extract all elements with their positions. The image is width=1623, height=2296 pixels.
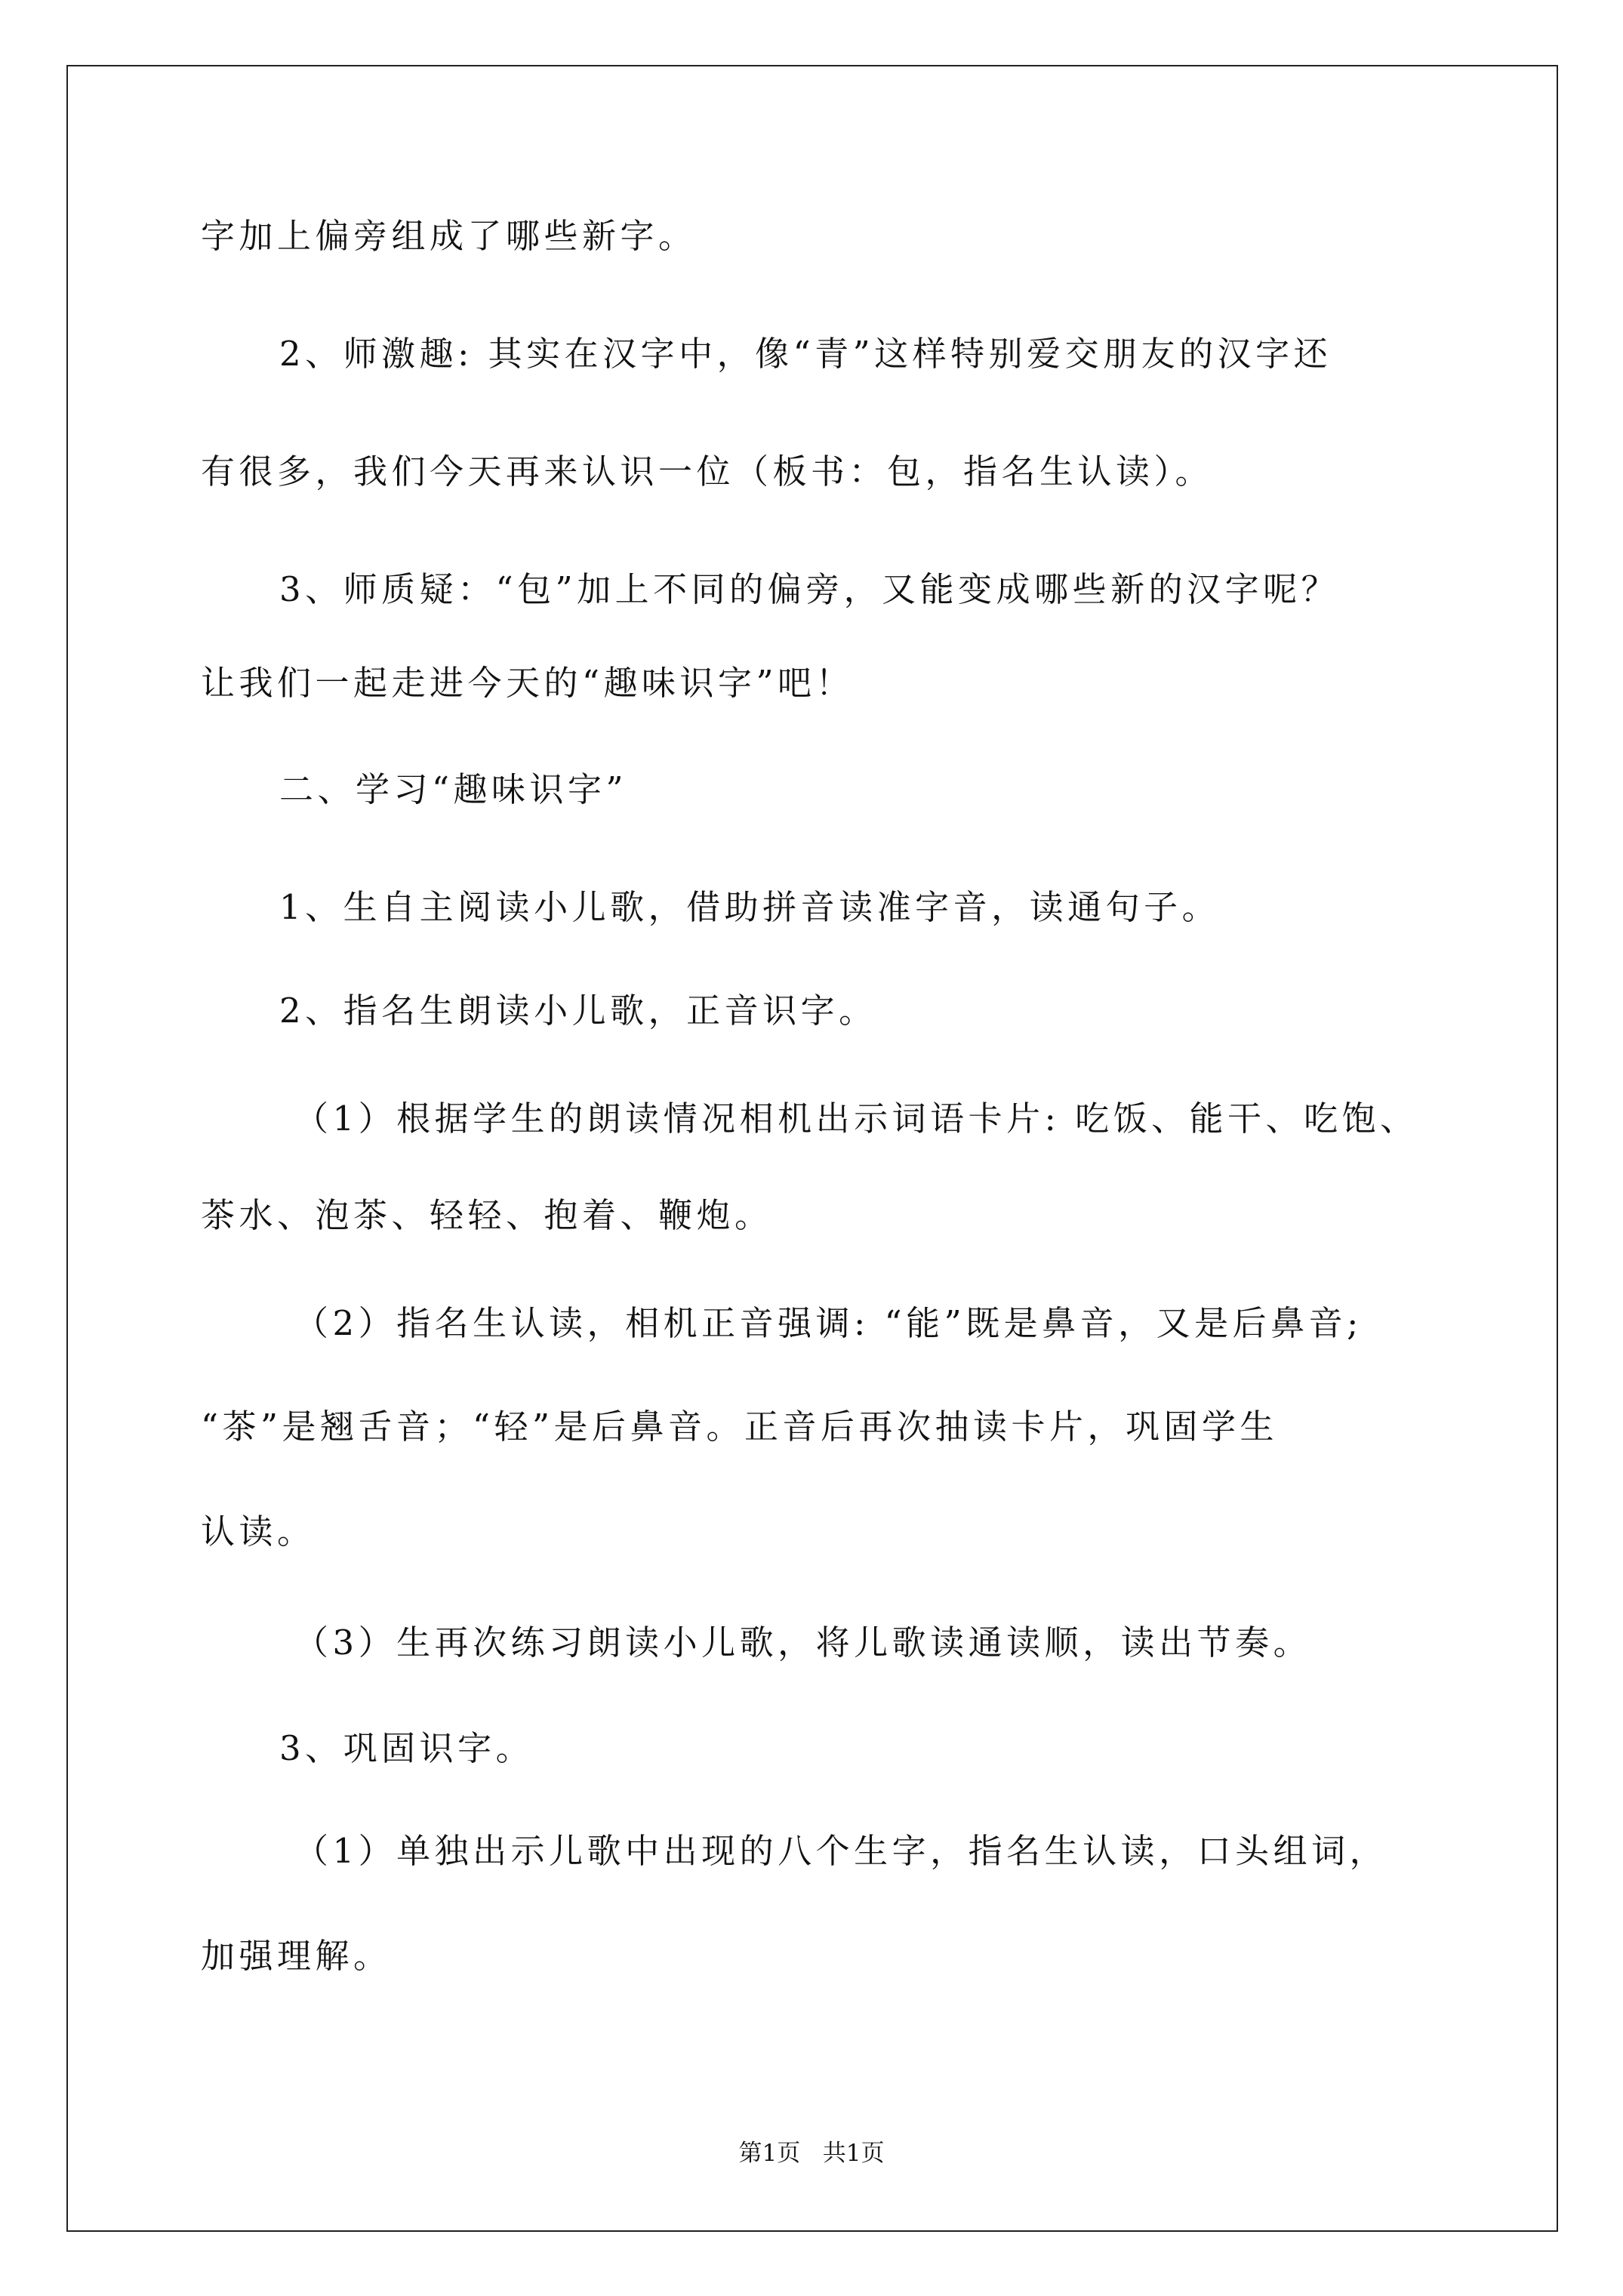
text-line: 2、指名生朗读小儿歌，正音识字。 xyxy=(279,991,877,1031)
text-line: 让我们一起走进今天的“趣味识字”吧！ xyxy=(201,663,855,703)
text-line: 3、师质疑：“包”加上不同的偏旁，又能变成哪些新的汉字呢？ xyxy=(279,569,1340,609)
text-line: 1、生自主阅读小儿歌，借助拼音读准字音，读通句子。 xyxy=(279,887,1221,927)
text-line: 2、师激趣: 其实在汉字中，像“青”这样特别爱交朋友的汉字还 xyxy=(279,334,1332,374)
page-border xyxy=(66,65,1558,2232)
text-line: 茶水、泡茶、轻轻、抱着、鞭炮。 xyxy=(201,1195,773,1235)
text-line: 加强理解。 xyxy=(201,1936,392,1976)
text-line: 3、巩固识字。 xyxy=(279,1728,534,1768)
text-line: （1）单独出示儿歌中出现的八个生字，指名生认读，口头组词， xyxy=(294,1831,1388,1871)
text-line: “茶”是翘舌音；“轻”是后鼻音。正音后再次抽读卡片，巩固学生 xyxy=(201,1407,1279,1447)
page-footer: 第1页 共1页 xyxy=(738,2140,885,2167)
text-line: （2）指名生认读，相机正音强调: “能”既是鼻音，又是后鼻音; xyxy=(294,1303,1363,1343)
section-heading: 二、学习“趣味识字” xyxy=(279,769,628,809)
text-line: （1）根据学生的朗读情况相机出示词语卡片: 吃饭、能干、吃饱、 xyxy=(294,1099,1418,1139)
text-line: 字加上偏旁组成了哪些新字。 xyxy=(201,216,697,256)
text-line: （3）生再次练习朗读小儿歌，将儿歌读通读顺，读出节奏。 xyxy=(294,1623,1312,1663)
text-line: 认读。 xyxy=(201,1512,316,1552)
text-line: 有很多，我们今天再来认识一位（板书：包，指名生认读）。 xyxy=(201,451,1214,492)
